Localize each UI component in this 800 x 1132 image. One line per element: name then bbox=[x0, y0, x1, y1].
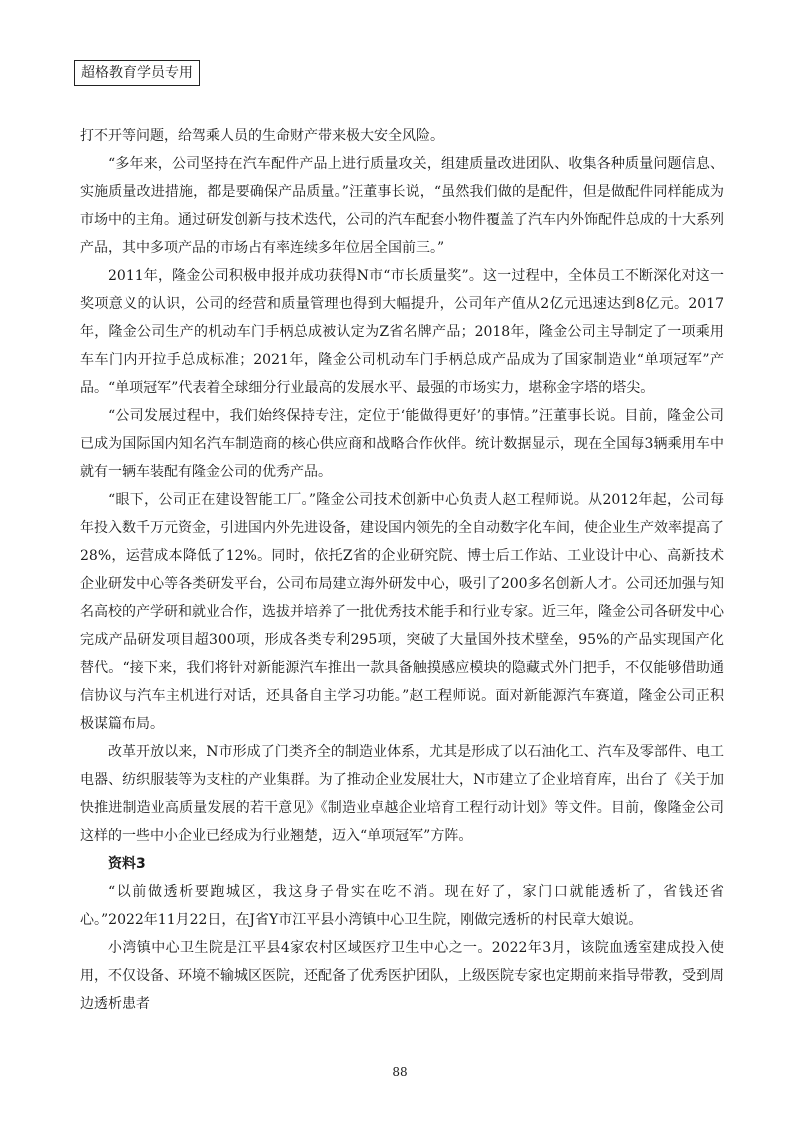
paragraph: 2011年，隆金公司积极申报并成功获得N市“市长质量奖”。这一过程中，全体员工不断深化对这一奖项意义的认识，公司的经营和质量管理也得到大幅提升，公司年产值从2亿元迅速达到8亿元。2017年，隆金公司生产的机动车门手柄总成被认定为Z省名牌产品；2018年，隆金公司主导制定了一项乘用车车门内开拉手总成标准；2021年，隆金公司机动车门手柄总成产品成为了国家制造业“单项冠军”产品。“单项冠军”代表着全球细分行业最高的发展水平、最强的市场实力，堪称金字塔的塔尖。 bbox=[80, 268, 724, 396]
paragraph: “公司发展过程中，我们始终保持专注，定位于‘能做得更好’的事情。”汪董事长说。目前，隆金公司已成为国际国内知名汽车制造商的核心供应商和战略合作伙伴。统计数据显示，现在全国每3辆乘用车中就有一辆车装配有隆金公司的优秀产品。 bbox=[80, 408, 724, 480]
document-header-label: 超格教育学员专用 bbox=[74, 60, 200, 86]
document-body bbox=[80, 122, 724, 1018]
paragraph: 打不开等问题，给驾乘人员的生命财产带来极大安全风险。 bbox=[80, 128, 444, 144]
paragraph: 小湾镇中心卫生院是江平县4家农村区域医疗卫生中心之一。2022年3月，该院血透室建成投入使用，不仅设备、环境不输城区医院，还配备了优秀医护团队，上级医院专家也定期前来指导带教，受到周边透析患者 bbox=[80, 940, 724, 1012]
paragraph: “眼下，公司正在建设智能工厂。”隆金公司技术创新中心负责人赵工程师说。从2012年起，公司每年投入数千万元资金，引进国内外先进设备，建设国内领先的全自动数字化车间，使企业生产效率提高了28%，运营成本降低了12%。同时，依托Z省的企业研究院、博士后工作站、工业设计中心、高新技术企业研发中心等各类研发平台，公司布局建立海外研发中心，吸引了200多名创新人才。公司还加强与知名高校的产学研和就业合作，选拔并培养了一批优秀技术能手和行业专家。近三年，隆金公司各研发中心完成产品研发项目超300项，形成各类专利295项，突破了大量国外技术壁垒，95%的产品实现国产化替代。“接下来，我们将针对新能源汽车推出一款具备触摸感应模块的隐藏式外门把手，不仅能够借助通信协议与汽车主机进行对话，还具备自主学习功能。”赵工程师说。面对新能源汽车赛道，隆金公司正积极谋篇布局。 bbox=[80, 492, 724, 732]
paragraph: 改革开放以来，N市形成了门类齐全的制造业体系，尤其是形成了以石油化工、汽车及零部件、电工电器、纺织服装等为支柱的产业集群。为了推动企业发展壮大，N市建立了企业培育库，出台了《关于加快推进制造业高质量发展的若干意见》《制造业卓越企业培育工程行动计划》等文件。目前，像隆金公司这样的一些中小企业已经成为行业翘楚，迈入“单项冠军”方阵。 bbox=[80, 744, 724, 844]
paragraph: “以前做透析要跑城区，我这身子骨实在吃不消。现在好了，家门口就能透析了，省钱还省心。”2022年11月22日，在J省Y市江平县小湾镇中心卫生院，刚做完透析的村民章大娘说。 bbox=[80, 884, 724, 928]
page-number: 88 bbox=[392, 1065, 408, 1079]
section-heading: 资料3 bbox=[108, 856, 146, 872]
paragraph: “多年来，公司坚持在汽车配件产品上进行质量攻关，组建质量改进团队、收集各种质量问题信息、实施质量改进措施，都是要确保产品质量。”汪董事长说，“虽然我们做的是配件，但是做配件同样能成为市场中的主角。通过研发创新与技术迭代，公司的汽车配套小物件覆盖了汽车内外饰配件总成的十大系列产品，其中多项产品的市场占有率连续多年位居全国前三。” bbox=[80, 156, 724, 256]
